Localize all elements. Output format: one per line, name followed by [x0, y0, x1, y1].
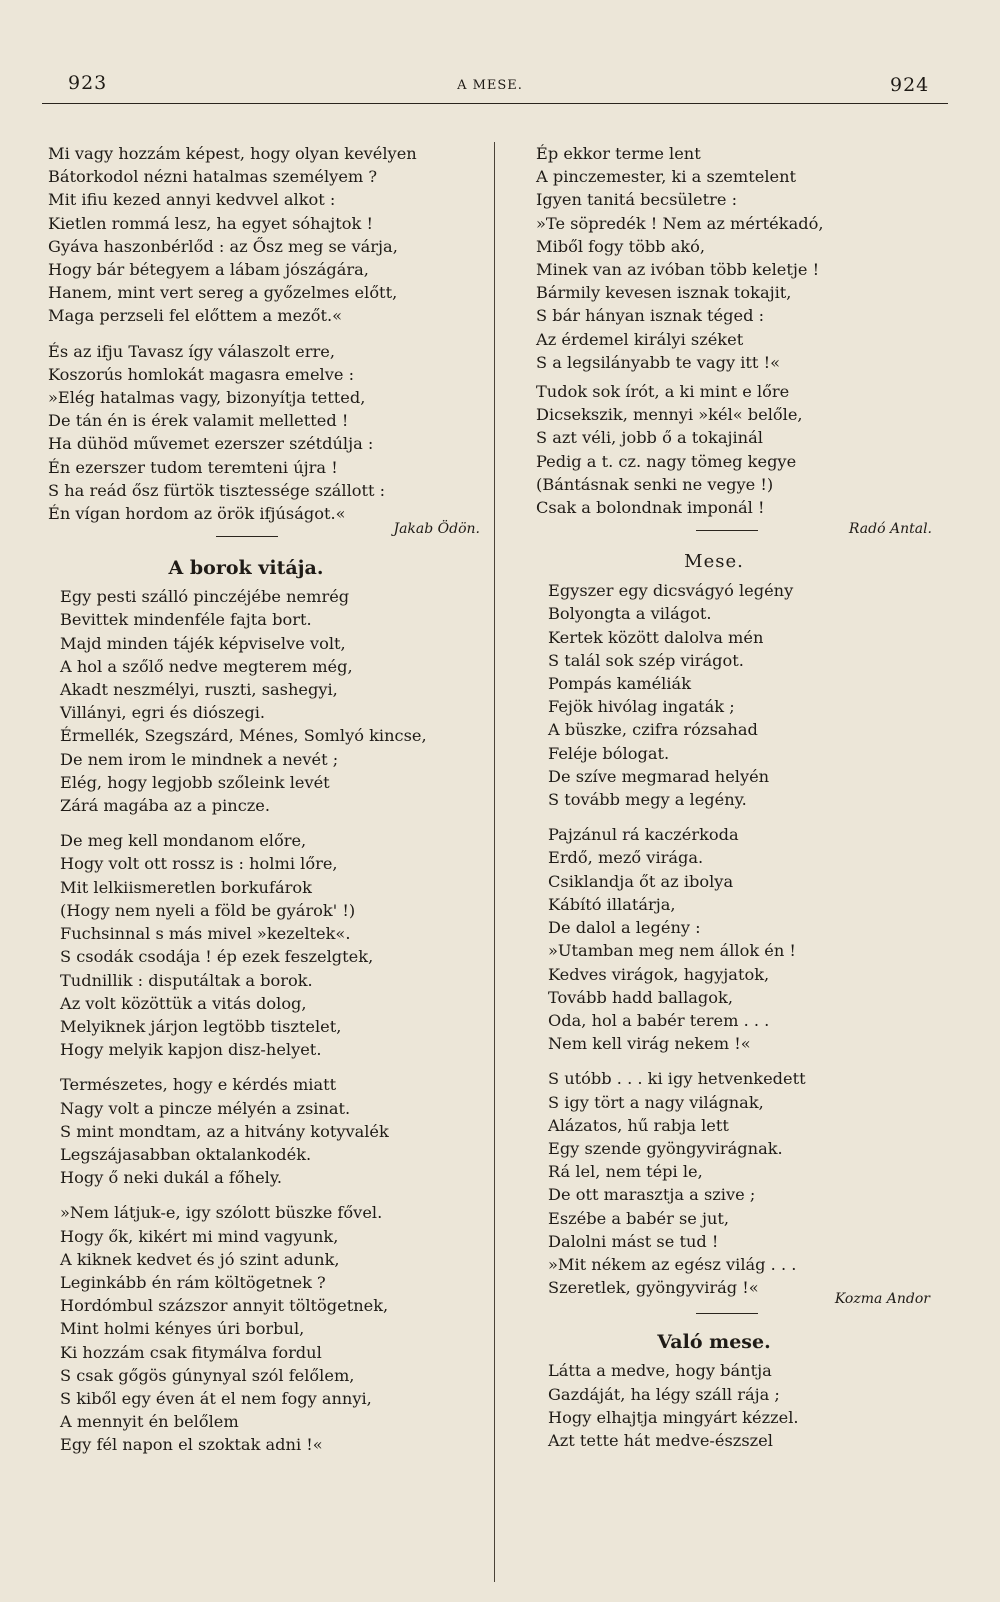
verse-line: Kedves virágok, hagyjatok, [548, 964, 770, 984]
verse-line: De tán én is érek valamit melletted ! [48, 411, 349, 431]
poem-stanza [536, 380, 948, 519]
verse-line: S bár hányan isznak téged : [536, 306, 765, 326]
verse-line: Bármily kevesen isznak tokajit, [536, 283, 792, 303]
verse-line: Hogy ő neki dukál a főhely. [60, 1168, 282, 1188]
verse-line: S talál sok szép virágot. [548, 650, 744, 670]
poem-stanza [48, 585, 484, 817]
verse-line: Tudok sok írót, a ki mint e lőre [536, 382, 790, 402]
verse-line: Nem kell virág nekem !« [548, 1034, 751, 1054]
verse-line: Feléje bólogat. [548, 743, 670, 763]
verse-line: S csodák csodája ! ép ezek feszelgtek, [60, 947, 374, 967]
verse-line: Villányi, egri és diószegi. [60, 703, 266, 723]
verse-line: Kertek között dalolva mén [548, 627, 764, 647]
poem-stanza [536, 1359, 948, 1452]
verse-line: Pajzánul rá kaczérkoda [548, 825, 739, 845]
verse-line: Én ezerszer tudom teremteni újra ! [48, 457, 338, 477]
verse-line: Egy fél napon el szoktak adni !« [60, 1435, 323, 1455]
verse-line: »Nem látjuk-e, igy szólott büszke fővel. [60, 1203, 383, 1223]
verse-line: S ha reád ősz fürtök tisztessége szállott : [48, 480, 386, 500]
verse-line: De dalol a legény : [548, 918, 701, 938]
verse-line: Alázatos, hű rabja lett [548, 1115, 729, 1135]
verse-line: Pedig a t. cz. nagy tömeg kegye [536, 451, 797, 471]
verse-line: Bolyongta a világot. [548, 604, 712, 624]
verse-line: S utóbb . . . ki igy hetvenkedett [548, 1069, 806, 1089]
verse-line: Nagy volt a pincze mélyén a zsinat. [60, 1098, 351, 1118]
verse-line: Tudnillik : disputáltak a borok. [60, 970, 313, 990]
page-number-left: 923 [68, 72, 108, 94]
verse-line: Koszorús homlokát magasra emelve : [48, 364, 355, 384]
verse-line: Én vígan hordom az örök ifjúságot.« [48, 504, 346, 524]
verse-line: Eszébe a babér se jut, [548, 1208, 730, 1228]
verse-line: Az érdemel királyi széket [536, 329, 744, 349]
verse-line: »Mit nékem az egész világ . . . [548, 1254, 797, 1274]
verse-line: Mit lelkiismeretlen borkufárok [60, 877, 312, 897]
poem-stanza [536, 579, 948, 811]
verse-line: Gazdáját, ha légy száll rája ; [548, 1384, 780, 1404]
verse-line: Zárá magába az a pincze. [60, 796, 271, 816]
verse-line: Kábító illatárja, [548, 894, 676, 914]
verse-line: S kiből egy éven át el nem fogy annyi, [60, 1388, 372, 1408]
verse-line: Fejök hivólag ingaták ; [548, 697, 735, 717]
verse-line: Mit ifiu kezed annyi kedvvel alkot : [48, 190, 336, 210]
verse-line: Hanem, mint vert sereg a győzelmes előtt, [48, 283, 398, 303]
poem-stanza [536, 142, 948, 374]
verse-line: S a legsilányabb te vagy itt !« [536, 352, 780, 372]
verse-line: De ott marasztja a szive ; [548, 1185, 756, 1205]
verse-line: Hogy volt ott rossz is : holmi lőre, [60, 854, 338, 874]
poem-stanza [48, 1201, 484, 1456]
verse-line: Az volt közöttük a vitás dolog, [60, 993, 307, 1013]
verse-line: Hogy elhajtja mingyárt kézzel. [548, 1407, 799, 1427]
poem-stanza [48, 142, 484, 328]
column-divider [494, 142, 495, 1582]
verse-line: Akadt neszmélyi, ruszti, sashegyi, [60, 680, 338, 700]
verse-line: Szeretlek, gyöngyvirág !« [548, 1278, 759, 1298]
verse-line: A pinczemester, ki a szemtelent [536, 167, 797, 187]
poem-stanza [536, 823, 948, 1055]
verse-line: Oda, hol a babér terem . . . [548, 1010, 770, 1030]
verse-line: Bátorkodol nézni hatalmas személyem ? [48, 167, 378, 187]
verse-line: Igyen tanitá becsületre : [536, 190, 738, 210]
verse-line: S igy tört a nagy világnak, [548, 1092, 764, 1112]
verse-line: Leginkább én rám költögetnek ? [60, 1272, 326, 1292]
verse-line: Hogy ők, kikért mi mind vagyunk, [60, 1226, 339, 1246]
verse-line: Elég, hogy legjobb szőleink levét [60, 772, 330, 792]
poem-title: Mese. [684, 551, 744, 573]
verse-line: Ha dühöd művemet ezerszer szétdúlja : [48, 434, 374, 454]
verse-line: Tovább hadd ballagok, [548, 987, 733, 1007]
verse-line: S azt véli, jobb ő a tokajinál [536, 428, 763, 448]
poem-stanza [48, 340, 484, 526]
separator-rule [696, 1313, 758, 1314]
verse-line: Hogy bár bétegyem a lábam jószágára, [48, 260, 369, 280]
verse-line: Minek van az ivóban több keletje ! [536, 260, 820, 280]
verse-line: (Bántásnak senki ne vegye !) [536, 474, 774, 494]
verse-line: Gyáva haszonbérlőd : az Ősz meg se várja, [48, 236, 398, 256]
verse-line: Egyszer egy dicsvágyó legény [548, 581, 794, 601]
running-title: A MESE. [457, 78, 523, 93]
verse-line: Melyiknek járjon legtöbb tisztelet, [60, 1016, 342, 1036]
verse-line: Egy pesti szálló pinczéjébe nemrég [60, 587, 350, 607]
verse-line: Legszájasabban oktalankodék. [60, 1144, 312, 1164]
verse-line: Majd minden tájék képviselve volt, [60, 633, 346, 653]
poem-stanza [536, 1067, 948, 1299]
verse-line: »Elég hatalmas vagy, bizonyítja tetted, [48, 388, 366, 408]
verse-line: Természetes, hogy e kérdés miatt [60, 1075, 337, 1095]
verse-line: De meg kell mondanom előre, [60, 831, 307, 851]
verse-line: Maga perzseli fel előttem a mezőt.« [48, 306, 343, 326]
verse-line: Ki hozzám csak fitymálva fordul [60, 1342, 322, 1362]
verse-line: Csak a bolondnak imponál ! [536, 498, 765, 518]
verse-line: Hogy melyik kapjon disz-helyet. [60, 1040, 322, 1060]
verse-line: A büszke, czifra rózsahad [548, 720, 758, 740]
verse-line: Mint holmi kényes úri borbul, [60, 1319, 305, 1339]
verse-line: Dicsekszik, mennyi »kél« belőle, [536, 405, 803, 425]
verse-line: De szíve megmarad helyén [548, 766, 770, 786]
verse-line: A kiknek kedvet és jó szint adunk, [60, 1249, 340, 1269]
verse-line: S csak gőgös gúnynyal szól felőlem, [60, 1365, 355, 1385]
verse-line: Erdő, mező virága. [548, 848, 704, 868]
verse-line: És az ifju Tavasz így válaszolt erre, [48, 341, 335, 361]
verse-line: Bevittek mindenféle fajta bort. [60, 610, 312, 630]
page-number-right: 924 [890, 74, 930, 96]
poem-separator [536, 1291, 948, 1321]
verse-line: A mennyit én belőlem [60, 1412, 239, 1432]
poem-stanza [48, 829, 484, 1061]
right-column [536, 142, 948, 1452]
header-rule [42, 103, 948, 104]
verse-line: Rá lel, nem tépi le, [548, 1162, 703, 1182]
verse-line: Hordómbul százszor annyit töltögetnek, [60, 1296, 389, 1316]
verse-line: »Te söpredék ! Nem az mértékadó, [536, 213, 824, 233]
page-header [0, 68, 1000, 102]
verse-line: Fuchsinnal s más mivel »kezeltek«. [60, 924, 351, 944]
verse-line: Ép ekkor terme lent [536, 144, 701, 163]
verse-line: Miből fogy több akó, [536, 236, 706, 256]
verse-line: Érmellék, Szegszárd, Ménes, Somlyó kincse, [60, 726, 427, 746]
poem-separator [536, 519, 948, 541]
verse-line: Kietlen rommá lesz, ha egyet sóhajtok ! [48, 213, 373, 233]
verse-line: Dalolni mást se tud ! [548, 1231, 719, 1251]
verse-line: (Hogy nem nyeli a föld be gyárok' !) [60, 900, 356, 920]
poem-title: Való mese. [657, 1331, 771, 1354]
separator-rule [696, 530, 758, 531]
verse-line: S mint mondtam, az a hitvány kotyvalék [60, 1121, 389, 1141]
poem-title: A borok vitája. [168, 557, 324, 580]
verse-line: Azt tette hát medve-észszel [548, 1430, 773, 1450]
verse-line: Pompás kaméliák [548, 674, 691, 694]
verse-line: De nem irom le mindnek a nevét ; [60, 749, 339, 769]
poem-stanza [48, 1073, 484, 1189]
verse-line: Egy szende gyöngyvirágnak. [548, 1138, 783, 1158]
verse-line: S tovább megy a legény. [548, 790, 747, 810]
verse-line: Csiklandja őt az ibolya [548, 871, 734, 891]
poem-separator [48, 521, 484, 547]
verse-line: A hol a szőlő nedve megterem még, [60, 656, 353, 676]
verse-line: Mi vagy hozzám képest, hogy olyan kevélyen [48, 144, 417, 163]
left-column [48, 142, 484, 1457]
verse-line: Látta a medve, hogy bántja [548, 1361, 772, 1381]
author-signature: Kozma Andor [834, 1291, 930, 1308]
verse-line: »Utamban meg nem állok én ! [548, 941, 796, 961]
author-signature: Jakab Ödön. [393, 521, 480, 538]
author-signature: Radó Antal. [848, 521, 932, 538]
separator-rule [216, 536, 278, 537]
